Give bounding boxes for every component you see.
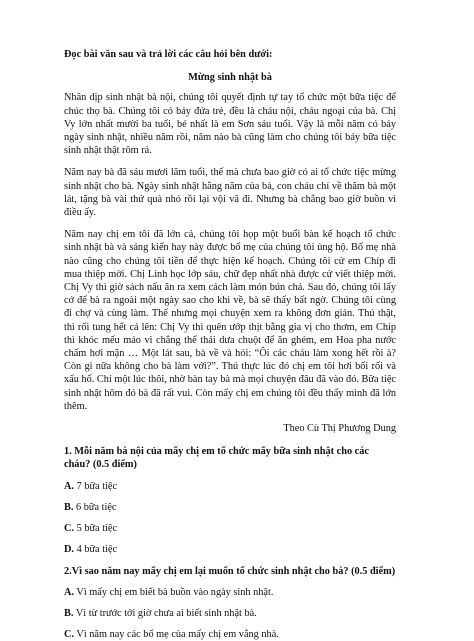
option-letter: C. <box>64 523 75 535</box>
story-author: Theo Cù Thị Phương Dung <box>283 423 396 435</box>
option-text: Vì từ trước tới giờ chưa ai biết sinh nhật bà. <box>75 607 257 619</box>
option-text: 4 bữa tiệc <box>76 544 118 556</box>
question-2: 2.Vì sao năm nay mấy chị em lại muốn tổ chức sinh nhật cho bà? (0.5 điểm) <box>64 565 396 577</box>
option-text: 6 bữa tiệc <box>76 501 117 513</box>
option-letter: A. <box>64 586 75 598</box>
question-2-option-c <box>64 628 396 641</box>
instruction-heading: Đọc bài văn sau và trả lời các câu hỏi bên dưới: <box>64 49 273 60</box>
question-1-option-a <box>64 480 396 493</box>
question-2-option-b <box>64 607 396 620</box>
question-1-option-d <box>64 543 396 556</box>
story-paragraph-1: Nhân dịp sinh nhật bà nội, chúng tôi quyết định tự tay tổ chức một bữa tiệc để chúc thọ bà. Chúng tôi có bảy đứa trẻ, đều là cháu nội, cháu ngoại của bà. Chị Vy lớn nhất mười ba tuổi, bé nhất là em Sơn sáu tuổi. Vậy là mỗi năm có bảy ngày sinh nhật, nhiều năm rồi, năm nào bà cũng làm cho chúng tôi bảy bữa tiệc sinh nhật thật rôm rả. <box>64 92 396 157</box>
story-paragraph-2: Năm nay bà đã sáu mươi lăm tuổi, thế mà chưa bao giờ có ai tổ chức tiệc mừng sinh nhật cho bà. Ngày sinh nhật hằng năm của bà, con cháu chỉ về thăm bà một lát, tặng bà vài thứ quà nhỏ rồi lại vội vã đi. Nhưng bà chẳng bao giờ buồn vì điều ấy. <box>64 167 396 219</box>
question-2-option-a <box>64 586 396 599</box>
question-1: 1. Mỗi năm bà nội của mấy chị em tổ chức mấy bữa sinh nhật cho các cháu? (0.5 điểm) <box>64 446 369 471</box>
option-letter: C. <box>64 629 75 641</box>
story-paragraph-3: Năm nay chị em tôi đã lớn cả, chúng tôi họp một buổi bàn kế hoạch tổ chức sinh nhật bà và sáng kiến hay này được bố mẹ của chúng tôi ủng hộ. Bố mẹ nhà nào cũng cho chúng tôi tiền để thực hiện kế hoạch. Chúng tôi cử em Chíp đi mua thiệp mời. Chị Linh học lớp sáu, chữ đẹp nhất nhà được cử viết thiệp mời. Chị Vy thì giờ sách nấu ăn ra xem cách làm món bún chả. Sau đó, chúng tôi lấy cớ để bà ra ngoài một ngày sao cho khi về, bà sẽ thấy bất ngờ. Chúng tôi cùng đi chợ và cùng làm. Thế nhưng mọi chuyện xem ra không đơn giản. Thú thật, thì rối tung hết cả lên: Chị Vy thì quên ướp thịt bằng gia vị cho thơm, em Chíp thì khóc mếu máo vì chẳng thể thái dưa chuột để ăn ghém, em Hoa pha nước chấm hơi mặn … Một lát sau, bà về và hỏi: “Ôi các cháu làm xong hết rồi à? Còn gì nữa không cho bà làm với?”. Thú thực lúc đó chị em tôi hơi bối rối và xấu hổ. Chỉ một lúc thôi, nhờ bàn tay bà mà mọi chuyện đâu đã vào đó. Bữa tiệc sinh nhật hôm đó bà đã rất vui. Còn mấy chị em chúng tôi đều thấy mình đã lớn thêm. <box>64 229 396 412</box>
option-text: 7 bữa tiệc <box>76 480 118 492</box>
option-letter: B. <box>64 607 74 619</box>
option-letter: D. <box>64 544 75 556</box>
story-title: Mừng sinh nhật bà <box>188 72 272 84</box>
option-text: 5 bữa tiệc <box>76 523 118 535</box>
option-text: Vì mấy chị em biết bà buồn vào ngày sinh nhật. <box>76 586 274 598</box>
question-1-option-c <box>64 522 396 535</box>
option-letter: A. <box>64 480 75 492</box>
option-letter: B. <box>64 501 74 513</box>
option-text: Vì năm nay các bố mẹ của mấy chị em vắng nhà. <box>76 629 279 641</box>
question-1-option-b <box>64 501 396 514</box>
